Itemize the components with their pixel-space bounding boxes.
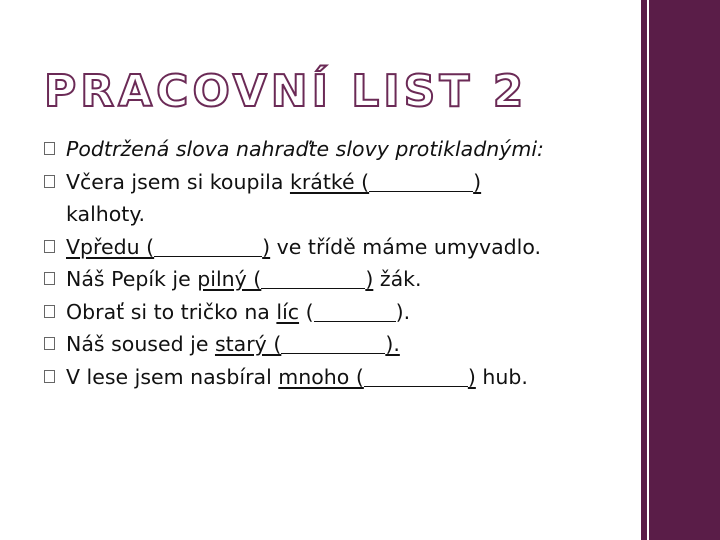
bullet-icon xyxy=(44,240,55,253)
sidebar-divider xyxy=(647,0,649,540)
underlined-word: krátké ( xyxy=(289,169,370,194)
sentence-start: V lese jsem nasbíral xyxy=(66,364,279,389)
sentence-start: Náš Pepík je xyxy=(66,267,198,291)
bullet-icon xyxy=(44,175,55,188)
close-paren: ) xyxy=(365,267,374,291)
close-paren: ) xyxy=(467,364,476,389)
sentence-end: ve třídě máme umyvadlo. xyxy=(270,234,542,259)
bullet-icon xyxy=(44,370,55,383)
open-paren: ( xyxy=(299,299,314,324)
sentence-end: ). xyxy=(385,332,400,356)
sentence-end: kalhoty. xyxy=(66,202,146,226)
list-item xyxy=(44,296,634,329)
sentence-end: žák. xyxy=(373,267,422,291)
worksheet-list xyxy=(44,133,634,393)
answer-blank[interactable] xyxy=(364,366,468,387)
instruction-text: Podtržená slova nahraďte slovy protikladnými: xyxy=(66,137,544,161)
sentence-end: hub. xyxy=(475,364,528,389)
bullet-icon xyxy=(44,272,55,285)
answer-blank[interactable] xyxy=(261,268,365,289)
answer-blank[interactable] xyxy=(281,333,385,354)
bullet-icon xyxy=(44,337,55,350)
list-item xyxy=(44,361,634,394)
sentence-start: Obrať si to tričko na xyxy=(66,299,277,324)
bullet-icon xyxy=(44,305,55,318)
underlined-word: mnoho ( xyxy=(278,364,364,389)
list-item xyxy=(44,231,634,264)
list-item xyxy=(44,328,634,361)
underlined-word: líc xyxy=(276,299,300,324)
answer-blank[interactable] xyxy=(369,171,473,192)
sentence-start: Náš soused je xyxy=(66,332,215,356)
bullet-icon xyxy=(44,142,55,155)
list-item-instruction xyxy=(44,133,634,166)
list-item xyxy=(44,166,634,231)
answer-blank[interactable] xyxy=(314,301,396,322)
list-item xyxy=(44,263,634,296)
sidebar-decoration xyxy=(641,0,720,540)
underlined-word: starý ( xyxy=(214,332,282,356)
sentence-start: Včera jsem si koupila xyxy=(66,169,290,194)
underlined-word: Vpředu ( xyxy=(66,234,155,259)
underlined-word: pilný ( xyxy=(197,267,262,291)
answer-blank[interactable] xyxy=(154,236,262,257)
sentence-end: ). xyxy=(395,299,411,324)
close-paren: ) xyxy=(473,169,482,194)
page-title: PRACOVNÍ LIST 2 xyxy=(44,66,528,117)
close-paren: ) xyxy=(262,234,271,259)
